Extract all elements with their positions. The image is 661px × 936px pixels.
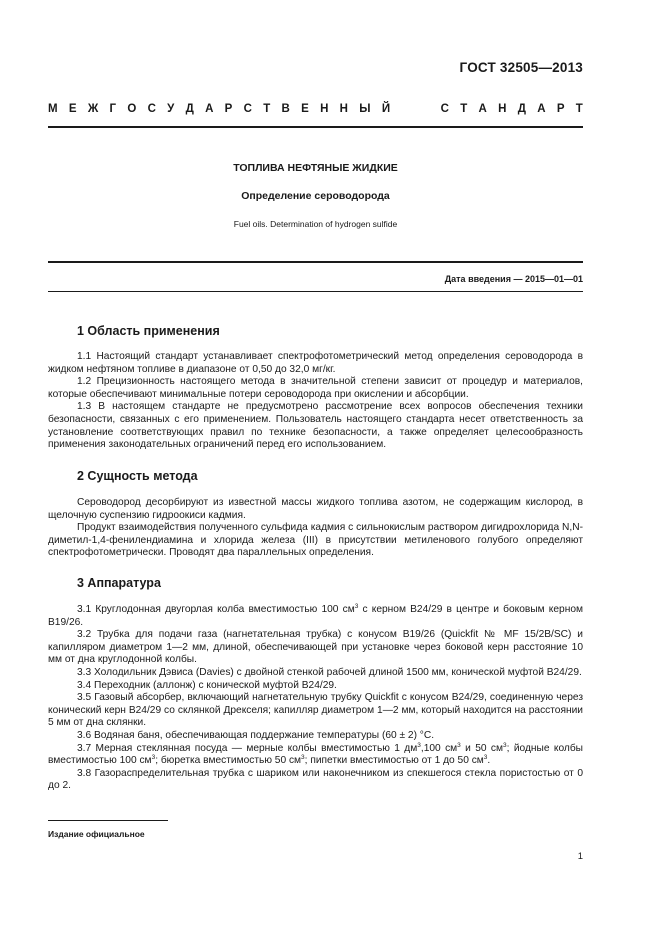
document-title: ТОПЛИВА НЕФТЯНЫЕ ЖИДКИЕ bbox=[233, 162, 398, 174]
paragraph-3-7-text-g: . bbox=[487, 755, 491, 767]
paragraph-3-7-text-a: 3.7 Мерная стеклянная посуда — мерные колбы вместимостью 1 дм bbox=[77, 742, 418, 754]
title-bottom-rule bbox=[48, 261, 583, 263]
section-3-heading: 3 Аппаратура bbox=[77, 576, 161, 590]
banner-letter: С bbox=[243, 103, 252, 115]
paragraph-3-1 bbox=[48, 604, 583, 629]
superscript: 3 bbox=[457, 741, 461, 749]
paragraph-3-7-text-f: ; пипетки вместимостью от 1 до 50 см bbox=[304, 755, 484, 767]
banner-letter: А bbox=[205, 103, 214, 115]
english-title: Fuel oils. Determination of hydrogen sulfide bbox=[233, 219, 398, 229]
banner-letter: А bbox=[537, 103, 546, 115]
banner-letter: Г bbox=[109, 103, 117, 115]
banner-letter: Н bbox=[498, 103, 507, 115]
banner-letter: Р bbox=[224, 103, 233, 115]
banner-letter: Д bbox=[185, 103, 194, 115]
banner-letter: Д bbox=[517, 103, 526, 115]
banner-letter: Т bbox=[575, 103, 583, 115]
paragraph-3-7-text-b: ,100 см bbox=[420, 742, 458, 754]
section-1-body bbox=[48, 351, 583, 452]
banner-letter: Н bbox=[320, 103, 329, 115]
superscript: 3 bbox=[417, 741, 421, 749]
banner-letter: Е bbox=[68, 103, 77, 115]
document-subtitle: Определение сероводорода bbox=[241, 190, 390, 202]
banner-letter: Й bbox=[381, 103, 391, 115]
paragraph-3-7-text-e: ; бюретка вместимостью 50 см bbox=[155, 755, 302, 767]
paragraph-2-2: Продукт взаимодействия полученного сульфида кадмия с сильнокислым раствором дигидрохлорида N,N-диметил-1,4-фенилендиамина и хлорида железа (III) в присутствии метиленового голубого определяют спектрофотометрически. Проводят два параллельных определения. bbox=[48, 522, 583, 559]
banner-letter: О bbox=[127, 103, 137, 115]
banner-letter: С bbox=[147, 103, 156, 115]
paragraph-3-7-text-d: ; йодные колбы вместимостью 100 см bbox=[48, 742, 583, 767]
paragraph-3-7 bbox=[48, 743, 583, 768]
superscript: 3 bbox=[301, 754, 305, 762]
paragraph-1-1: 1.1 Настоящий стандарт устанавливает спектрофотометрический метод определения сероводорода в жидком нефтяном топливе в диапазоне от 0,50 до 32,0 мг/кг. bbox=[48, 351, 583, 375]
paragraph-3-8: 3.8 Газораспределительная трубка с шариком или наконечником из спекшегося стекла пористостью от 0 до 2. bbox=[48, 767, 583, 792]
banner-letter: М bbox=[48, 103, 58, 115]
paragraph-2-1: Сероводород десорбируют из известной массы жидкого топлива азотом, не содержащим кислород, в щелочную суспензию гидроокиси кадмия. bbox=[48, 497, 583, 521]
paragraph-3-5: 3.5 Газовый абсорбер, включающий нагнетательную трубку Quickfit с конусом B24/29, соединенную через конический керн B24/29 со склянкой Дрекселя; капилляр диаметром 1—2 мм, который находится на расстоянии 5 мм от дна склянки. bbox=[48, 692, 583, 729]
section-2-heading: 2 Сущность метода bbox=[77, 469, 198, 483]
interstate-standard-banner bbox=[48, 103, 583, 115]
superscript: 3 bbox=[151, 754, 156, 762]
paragraph-1-3: 1.3 В настоящем стандарте не предусмотрено рассмотрение всех вопросов обеспечения техники безопасности, связанных с его применением. Пользователь настоящего стандарта несет ответственность за установление соответствующих правил по технике безопасности, а также определяет целесообразность применения законодательных ограничений перед его использованием. bbox=[48, 401, 583, 451]
paragraph-3-6: 3.6 Водяная баня, обеспечивающая поддержание температуры (60 ± 2) °С. bbox=[77, 729, 435, 741]
paragraph-3-2: 3.2 Трубка для подачи газа (нагнетательная трубка) с конусом B19/26 (Quickfit № MF 15/2B/SC) и капилляром диаметром 1—2 мм, длиной, обеспечивающей при установке через боковой керн расстояние 10 мм от дна круглодонной колбы. bbox=[48, 629, 583, 666]
section-2-body bbox=[48, 497, 583, 560]
banner-word-gap bbox=[401, 103, 429, 115]
banner-letter: Т bbox=[263, 103, 271, 115]
banner-letter: С bbox=[440, 103, 449, 115]
paragraph-3-3: 3.3 Холодильник Дэвиса (Davies) с двойной стенкой рабочей длиной 1500 мм, конической муфтой B24/29. bbox=[77, 666, 582, 678]
banner-letter: Е bbox=[301, 103, 309, 115]
banner-letter: У bbox=[167, 103, 175, 115]
banner-letter: Ж bbox=[87, 103, 99, 115]
banner-letter: Т bbox=[460, 103, 468, 115]
superscript: 3 bbox=[483, 754, 488, 762]
paragraph-3-7-text-c: и 50 см bbox=[460, 742, 504, 754]
superscript: 3 bbox=[503, 741, 507, 749]
standard-number: ГОСТ 32505—2013 bbox=[459, 60, 583, 75]
banner-letter: В bbox=[281, 103, 290, 115]
official-edition-label: Издание официальное bbox=[48, 829, 145, 839]
paragraph-3-1-text-a: 3.1 Круглодонная двугорлая колба вместимостью 100 см bbox=[77, 604, 355, 615]
banner-letter: Р bbox=[556, 103, 565, 115]
paragraph-3-1-text-b: с керном B24/29 в центре и боковым керном B19/26. bbox=[48, 604, 584, 628]
section-3-body bbox=[48, 604, 583, 793]
date-rule bbox=[48, 291, 583, 292]
paragraph-3-4: 3.4 Переходник (аллонж) с конической муфтой B24/29. bbox=[77, 679, 337, 691]
introduction-date: Дата введения — 2015—01—01 bbox=[444, 274, 583, 284]
banner-letter: А bbox=[478, 103, 487, 115]
footer-rule bbox=[48, 820, 168, 821]
page-number: 1 bbox=[577, 851, 583, 862]
section-1-heading: 1 Область применения bbox=[77, 324, 220, 338]
banner-letter: Н bbox=[339, 103, 348, 115]
paragraph-1-2: 1.2 Прецизионность настоящего метода в значительной степени зависит от процедур и материалов, которые обеспечивают минимальные потери сероводорода при окислении и абсорбции. bbox=[48, 376, 583, 400]
superscript: 3 bbox=[354, 603, 359, 610]
top-rule bbox=[48, 126, 583, 128]
banner-letter: Ы bbox=[359, 103, 371, 115]
